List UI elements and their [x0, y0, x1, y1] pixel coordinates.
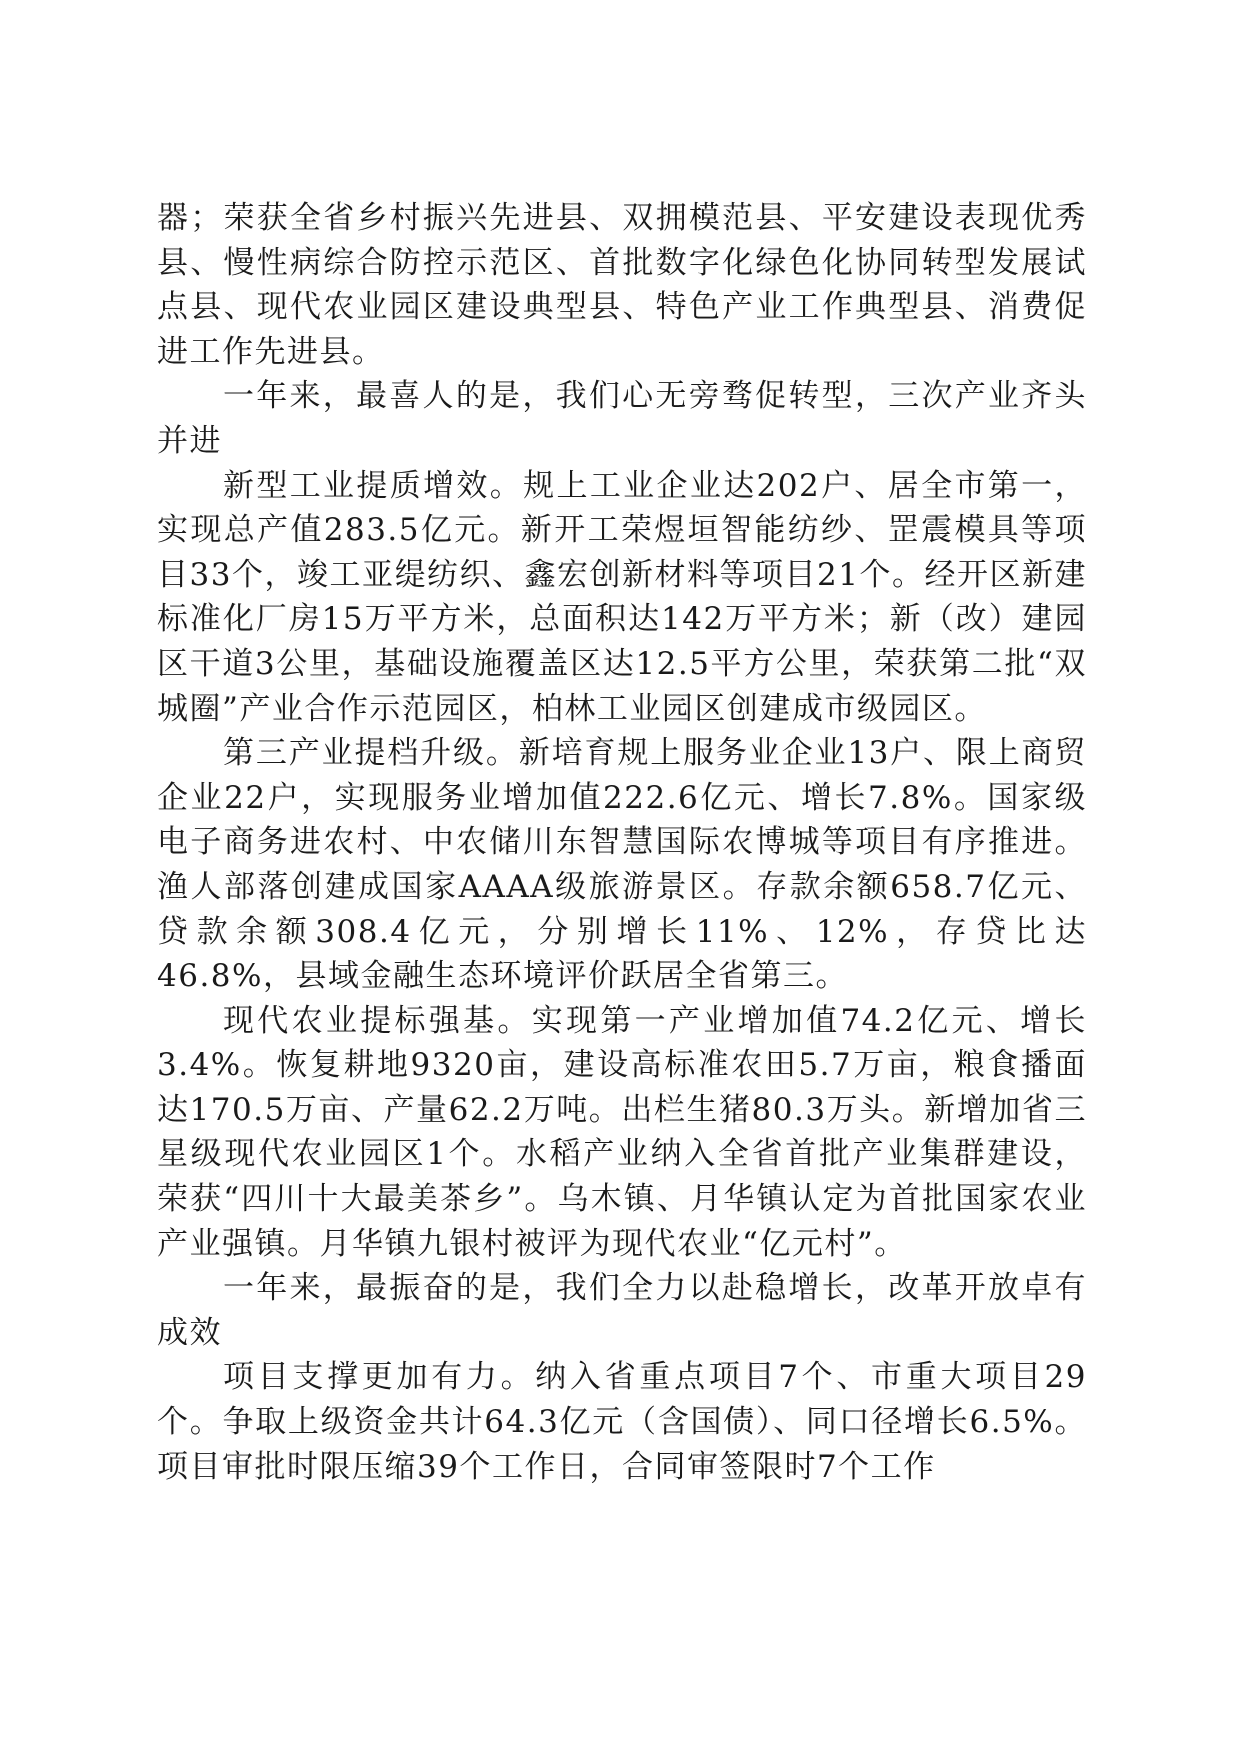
document-body [157, 196, 1087, 1489]
paragraph-project-support: 项目支撑更加有力。纳入省重点项目7个、市重大项目29个。争取上级资金共计64.3亿元（含国债）、同口径增长6.5%。项目审批时限压缩39个工作日，合同审签限时7个工作 [157, 1359, 1087, 1485]
paragraph-modern-agriculture: 现代农业提标强基。实现第一产业增加值74.2亿元、增长3.4%。恢复耕地9320亩，建设高标准农田5.7万亩，粮食播面达170.5万亩、产量62.2万吨。出栏生猪80.3万头。新增加省三星级现代农业园区1个。水稻产业纳入全省首批产业集群建设，荣获“四川十大最美茶乡”。乌木镇、月华镇认定为首批国家农业产业强镇。月华镇九银村被评为现代农业“亿元村”。 [157, 1002, 1087, 1262]
paragraph-honors-continued: 器；荣获全省乡村振兴先进县、双拥模范县、平安建设表现优秀县、慢性病综合防控示范区、首批数字化绿色化协同转型发展试点县、现代农业园区建设典型县、特色产业工作典型县、消费促进工作先进县。 [157, 200, 1087, 370]
paragraph-tertiary-industry: 第三产业提档升级。新培育规上服务业企业13户、限上商贸企业22户，实现服务业增加值222.6亿元、增长7.8%。国家级电子商务进农村、中农储川东智慧国际农博城等项目有序推进。渔人部落创建成国家AAAA级旅游景区。存款余额658.7亿元、贷款余额308.4亿元，分别增长11%、12%，存贷比达46.8%，县域金融生态环境评价跃居全省第三。 [157, 735, 1087, 995]
paragraph-new-industry: 新型工业提质增效。规上工业企业达202户、居全市第一，实现总产值283.5亿元。新开工荣煜垣智能纺纱、罡震模具等项目33个，竣工亚缇纺织、鑫宏创新材料等项目21个。经开区新建标准化厂房15万平方米，总面积达142万平方米；新（改）建园区干道3公里，基础设施覆盖区达12.5平方公里，荣获第二批“双城圈”产业合作示范园区，柏林工业园区创建成市级园区。 [157, 467, 1087, 727]
heading-industries: 一年来，最喜人的是，我们心无旁骛促转型，三次产业齐头并进 [157, 378, 1087, 459]
heading-stable-growth: 一年来，最振奋的是，我们全力以赴稳增长，改革开放卓有成效 [157, 1270, 1087, 1351]
